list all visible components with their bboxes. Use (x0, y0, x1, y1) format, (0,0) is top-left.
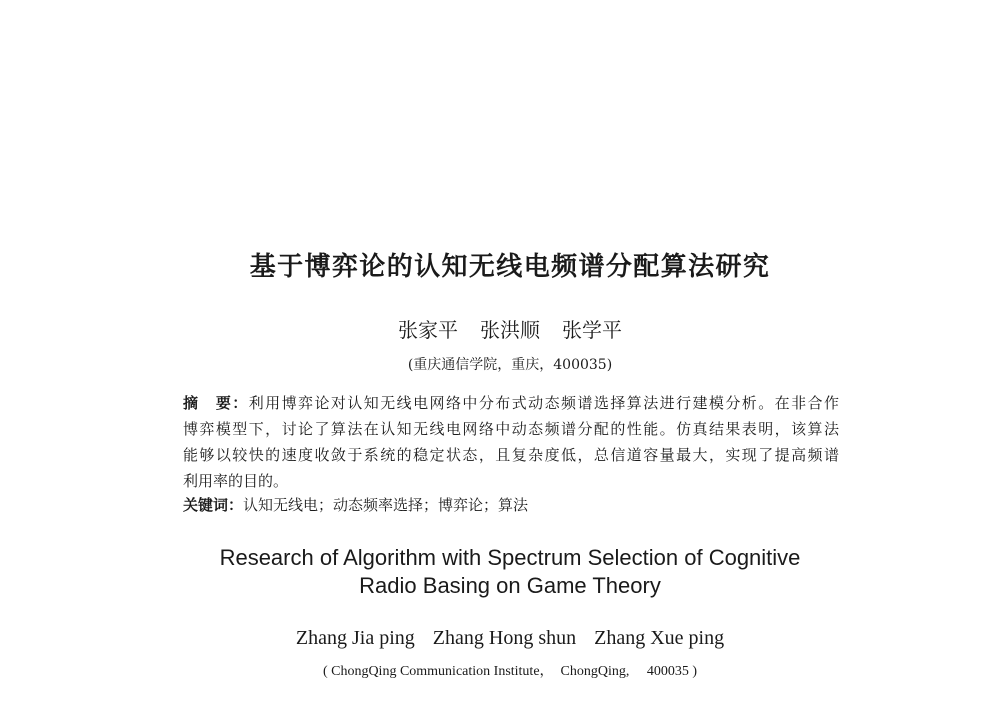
author-name: 张洪顺 (480, 318, 540, 342)
abstract-label: 摘 要： (183, 394, 249, 412)
author-list-chinese (10, 316, 1000, 344)
abstract-line (183, 390, 839, 416)
keywords-text: 认知无线电；动态频率选择；博弈论；算法 (243, 496, 529, 514)
paper-title-english (10, 544, 1000, 600)
author-name: Zhang Xue ping (594, 627, 725, 649)
keywords-chinese (183, 492, 839, 518)
author-name: Zhang Hong shun (432, 627, 577, 649)
paper-title-chinese: 基于博弈论的认知无线电频谱分配算法研究 (249, 252, 771, 282)
author-name: 张学平 (562, 318, 622, 342)
author-list-english (10, 625, 1000, 651)
paper-title-english-line: Research of Algorithm with Spectrum Selection of Cognitive (219, 545, 801, 570)
affiliation-english: ( ChongQing Communication Institute， ChongQing, 400035 ) (322, 664, 698, 679)
affiliation-chinese: (重庆通信学院，重庆，400035) (407, 357, 613, 373)
keywords-label: 关键词： (183, 496, 244, 514)
abstract-line: 利用率的目的。 (183, 472, 289, 490)
author-name: Zhang Jia ping (295, 627, 415, 649)
abstract-line: 能够以较快的速度收敛于系统的稳定状态，且复杂度低，总信道容量最大，实现了提高频谱 (183, 446, 839, 464)
author-name: 张家平 (398, 318, 458, 342)
paper-title-english-line: Radio Basing on Game Theory (359, 573, 661, 598)
abstract-line: 博弈模型下，讨论了算法在认知无线电网络中动态频谱分配的性能。仿真结果表明，该算法 (183, 420, 839, 438)
abstract-chinese (183, 390, 839, 494)
abstract-text: 利用博弈论对认知无线电网络中分布式动态频谱选择算法进行建模分析。在非合作 (248, 394, 839, 412)
